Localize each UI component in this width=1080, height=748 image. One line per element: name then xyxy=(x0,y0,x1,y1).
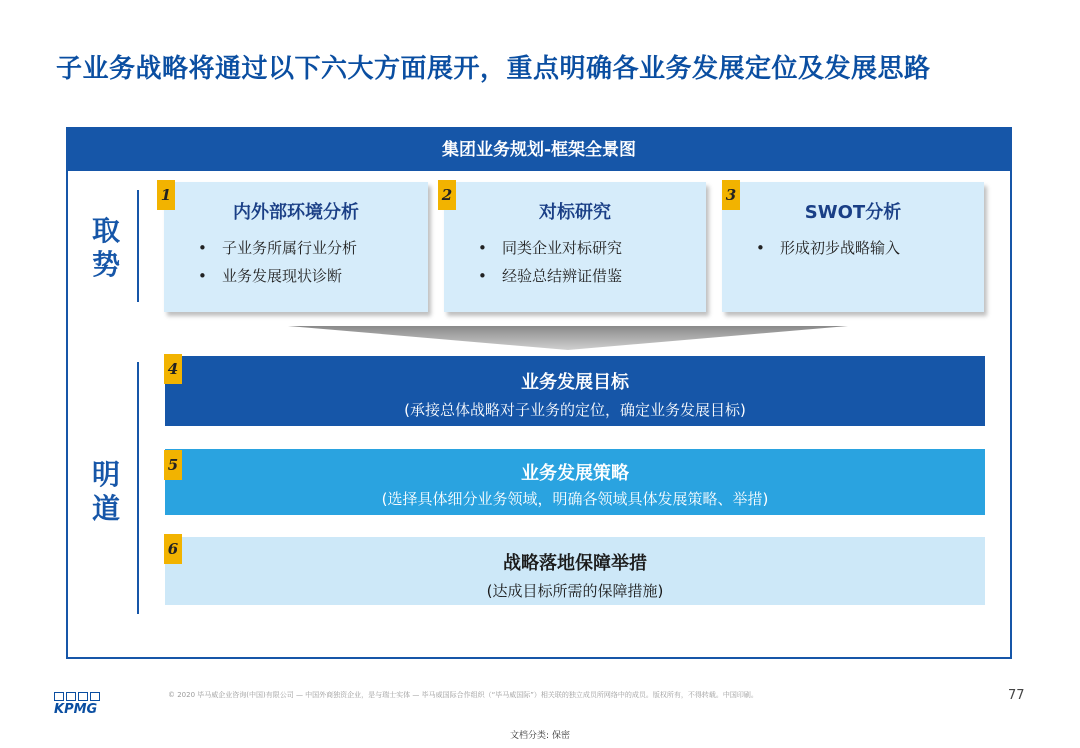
list-item: • 子业务所属行业分析 xyxy=(164,234,428,262)
list-item: • 业务发展现状诊断 xyxy=(164,262,428,290)
list-item: • 经验总结辨证借鉴 xyxy=(444,262,706,290)
box-list xyxy=(444,234,706,290)
box-title: 对标研究 xyxy=(539,202,611,223)
box-swot-analysis xyxy=(722,182,984,312)
box-benchmark-research xyxy=(444,182,706,312)
list-item: • 同类企业对标研究 xyxy=(444,234,706,262)
row-subtitle: (达成目标所需的保障措施) xyxy=(486,582,664,600)
row-title: 业务发展策略 xyxy=(521,463,629,484)
down-arrow-icon xyxy=(288,326,848,350)
logo-text: KPMG xyxy=(54,702,98,717)
box-environment-analysis xyxy=(164,182,428,312)
row-business-strategy xyxy=(165,449,985,515)
section-label-char: 道 xyxy=(91,492,120,525)
section-label-mingdao xyxy=(86,458,126,526)
row-business-goal xyxy=(165,356,985,426)
section-label-qushi xyxy=(86,214,126,282)
copyright-text: © 2020 毕马威企业咨询(中国)有限公司 — 中国外商独资企业，是与瑞士实体 — 毕马威国际合作组织（“毕马威国际”）相关联的独立成员所网络中的成员。版权所有，不得转载。中国印刷。 xyxy=(168,691,758,699)
section-divider-bottom xyxy=(137,362,139,614)
row-subtitle: (选择具体细分业务领域，明确各领域具体发展策略、举措) xyxy=(381,490,769,508)
kpmg-logo xyxy=(54,692,102,717)
section-label-char: 势 xyxy=(91,248,120,281)
row-title: 战略落地保障举措 xyxy=(503,553,647,574)
step-number-badge: 5 xyxy=(164,450,182,480)
step-number-badge: 3 xyxy=(722,180,740,210)
page-number: 77 xyxy=(1008,688,1025,703)
box-list xyxy=(164,234,428,290)
box-list xyxy=(722,234,984,262)
row-implementation-measures xyxy=(165,537,985,605)
framework-header: 集团业务规划-框架全景图 xyxy=(68,129,1010,171)
step-number-badge: 4 xyxy=(164,354,182,384)
section-label-char: 明 xyxy=(91,458,120,491)
logo-boxes xyxy=(54,692,102,701)
row-subtitle: (承接总体战略对子业务的定位，确定业务发展目标) xyxy=(404,401,746,419)
down-arrow-shape xyxy=(288,326,848,350)
step-number-badge: 2 xyxy=(438,180,456,210)
document-classification: 文档分类: 保密 xyxy=(510,731,570,741)
section-divider-top xyxy=(137,190,139,302)
page-title: 子业务战略将通过以下六大方面展开，重点明确各业务发展定位及发展思路 xyxy=(56,54,931,84)
step-number-badge: 6 xyxy=(164,534,182,564)
box-title: 内外部环境分析 xyxy=(233,202,359,223)
list-item: • 形成初步战略输入 xyxy=(722,234,984,262)
box-title: SWOT分析 xyxy=(804,202,902,223)
step-number-badge: 1 xyxy=(157,180,175,210)
section-label-char: 取 xyxy=(91,214,120,247)
row-title: 业务发展目标 xyxy=(521,372,629,393)
